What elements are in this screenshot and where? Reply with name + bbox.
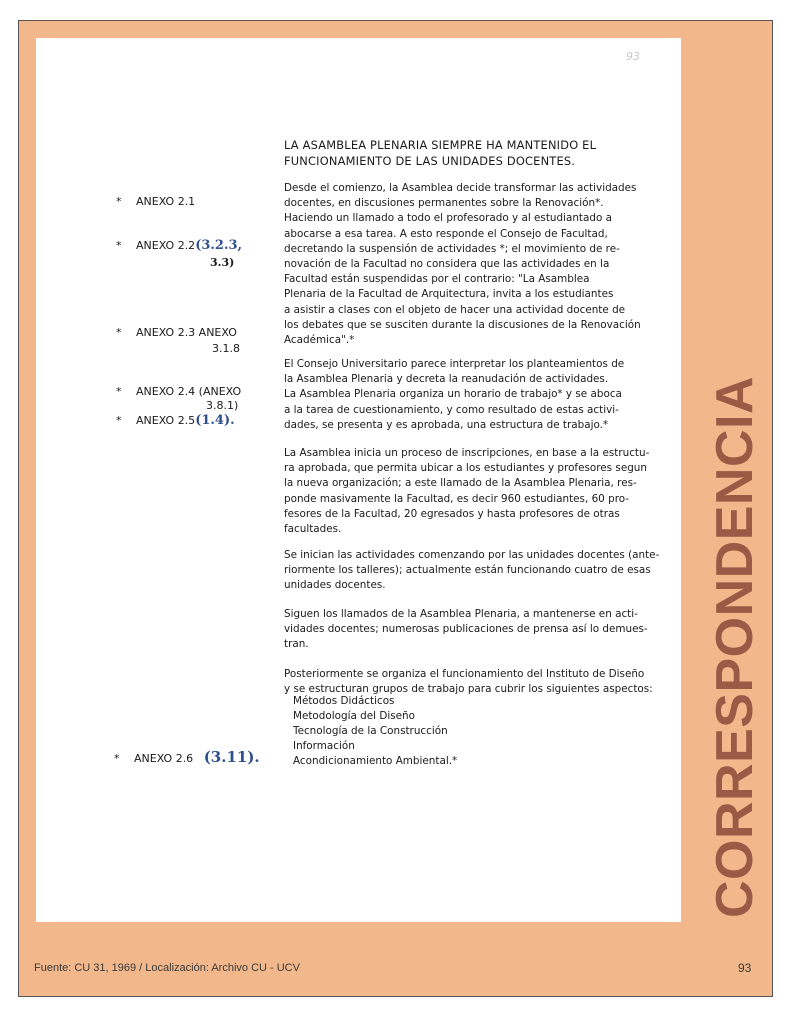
section-title-vertical: CORRESPONDENCIA bbox=[706, 376, 764, 918]
text-line: Siguen los llamados de la Asamblea Plenaria, a mantenerse en acti- bbox=[284, 608, 638, 620]
text-line: los debates que se susciten durante la discusiones de la Renovación bbox=[284, 318, 641, 331]
annex-ref bbox=[114, 750, 260, 766]
page-number: 93 bbox=[738, 961, 752, 975]
text-line: vidades docentes; numerosas publicaciones de prensa así lo demues- bbox=[284, 623, 648, 636]
paragraph bbox=[284, 181, 676, 348]
text-line: a asistir a clases con el objeto de hacer una actividad docente de bbox=[284, 303, 626, 316]
annex-label: ANEXO 2.6 bbox=[134, 752, 194, 765]
annex-label: ANEXO 2.4 (ANEXO bbox=[136, 385, 242, 398]
annex-star: * bbox=[116, 385, 122, 398]
text-line: tran. bbox=[284, 638, 309, 651]
aspect-item: Métodos Didácticos bbox=[293, 695, 395, 707]
aspects-list bbox=[293, 694, 457, 769]
handwritten-note: (3.11). bbox=[203, 748, 260, 766]
text-line: Plenaria de la Facultad de Arquitectura, invita a los estudiantes bbox=[284, 288, 614, 301]
text-line: Posteriormente se organiza el funcionamiento del Instituto de Diseño bbox=[284, 668, 645, 680]
handwritten-note: (3.2.3, bbox=[195, 238, 243, 253]
document-title bbox=[284, 137, 674, 169]
text-line: Haciendo un llamado a todo el profesorado y al estudiantado a bbox=[284, 212, 612, 225]
text-line: ra aprobada, que permita ubicar a los estudiantes y profesores segun bbox=[284, 462, 647, 475]
title-line: LA ASAMBLEA PLENARIA SIEMPRE HA MANTENIDO EL bbox=[284, 138, 597, 152]
aspect-item: Tecnología de la Construcción bbox=[293, 725, 448, 737]
text-line: facultades. bbox=[284, 523, 342, 536]
annex-star: * bbox=[116, 414, 122, 427]
text-line: Académica".* bbox=[284, 334, 355, 347]
text-line: dades, se presenta y es aprobada, una estructura de trabajo.* bbox=[284, 418, 609, 431]
text-line: fesores de la Facultad, 20 egresados y hasta profesores de otras bbox=[284, 507, 620, 520]
aspect-item: Acondicionamiento Ambiental.* bbox=[293, 755, 458, 767]
text-line: unidades docentes. bbox=[284, 579, 386, 592]
annex-label: ANEXO 2.5 bbox=[136, 414, 196, 427]
text-line: la Asamblea Plenaria y decreta la reanudación de actividades. bbox=[284, 373, 609, 386]
annex-star: * bbox=[116, 326, 122, 339]
text-line: abocarse a esa tarea. A esto responde el Consejo de Facultad, bbox=[284, 227, 608, 240]
annex-star: * bbox=[116, 239, 122, 252]
handwritten-note: (1.4). bbox=[195, 413, 235, 428]
handwritten-note: 3.3) bbox=[210, 256, 235, 269]
text-line: a la tarea de cuestionamiento, y como resultado de estas activi- bbox=[284, 403, 619, 416]
annex-ref bbox=[116, 325, 237, 340]
text-line: ponde masivamente la Facultad, es decir 960 estudiantes, 60 pro- bbox=[284, 492, 630, 505]
paragraph bbox=[284, 446, 676, 537]
annex-sub: 3.1.8 bbox=[212, 342, 240, 355]
paragraph bbox=[284, 667, 676, 697]
annex-ref bbox=[116, 413, 235, 428]
text-line: El Consejo Universitario parece interpretar los planteamientos de bbox=[284, 358, 625, 370]
annex-label: ANEXO 2.3 ANEXO bbox=[136, 326, 237, 339]
annex-label: ANEXO 2.2 bbox=[136, 239, 196, 252]
paragraph bbox=[284, 548, 676, 594]
text-line: La Asamblea Plenaria organiza un horario de trabajo* y se aboca bbox=[284, 388, 622, 401]
text-line: docentes, en discusiones permanentes sobre la Renovación*. bbox=[284, 197, 604, 210]
annex-ref bbox=[116, 194, 195, 209]
text-line: riormente los talleres); actualmente están funcionando cuatro de esas bbox=[284, 564, 651, 577]
annex-sub: 3.8.1) bbox=[206, 399, 239, 412]
annex-star: * bbox=[116, 195, 122, 208]
aspect-item: Metodología del Diseño bbox=[293, 710, 415, 722]
text-line: y se estructuran grupos de trabajo para cubrir los siguientes aspectos: bbox=[284, 683, 653, 696]
text-line: decretando la suspensión de actividades *; el movimiento de re- bbox=[284, 242, 620, 255]
page-mark: 93 bbox=[626, 50, 640, 63]
text-line: la nueva organización; a este llamado de la Asamblea Plenaria, res- bbox=[284, 477, 637, 490]
text-line: novación de la Facultad no considera que las actividades en la bbox=[284, 258, 610, 271]
text-line: Se inician las actividades comenzando por las unidades docentes (ante- bbox=[284, 549, 660, 561]
title-line: FUNCIONAMIENTO DE LAS UNIDADES DOCENTES. bbox=[284, 154, 576, 168]
annex-star: * bbox=[114, 752, 120, 765]
text-line: Desde el comienzo, la Asamblea decide transformar las actividades bbox=[284, 182, 637, 194]
annex-ref bbox=[116, 384, 241, 399]
aspect-item: Información bbox=[293, 740, 355, 752]
annex-ref bbox=[116, 238, 242, 253]
annex-label: ANEXO 2.1 bbox=[136, 195, 196, 208]
paragraph bbox=[284, 607, 676, 653]
text-line: La Asamblea inicia un proceso de inscripciones, en base a la estructu- bbox=[284, 447, 650, 459]
footer-source: Fuente: CU 31, 1969 / Localización: Archivo CU - UCV bbox=[34, 962, 300, 974]
paragraph bbox=[284, 357, 676, 433]
text-line: Facultad están suspendidas por el contrario: "La Asamblea bbox=[284, 273, 590, 286]
